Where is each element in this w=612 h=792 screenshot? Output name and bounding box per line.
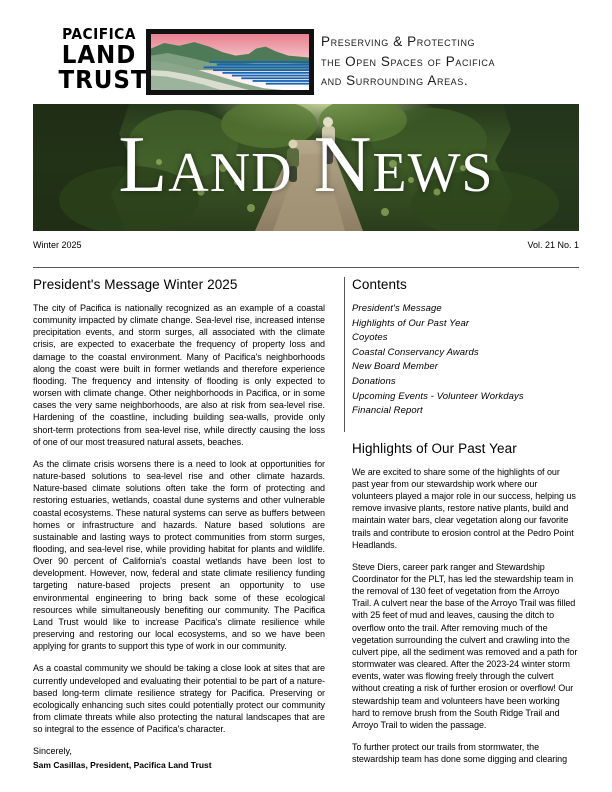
organization-tagline — [321, 32, 579, 91]
logo-text-trust: TRUST — [58, 65, 148, 94]
organization-logo-wordmark — [55, 25, 148, 94]
header-divider-rule — [33, 267, 579, 268]
contents-item[interactable]: Upcoming Events - Volunteer Workdays — [352, 390, 524, 402]
issue-date: Winter 2025 — [33, 240, 82, 250]
coastline-illustration — [151, 34, 309, 90]
masthead-banner — [33, 104, 579, 231]
tagline-line-3: and Surrounding Areas. — [321, 73, 469, 88]
tagline-line-2: the Open Spaces of Pacifica — [321, 53, 496, 69]
logo-text-pacifica: PACIFICA — [62, 25, 136, 43]
highlights-heading: Highlights of Our Past Year — [352, 440, 517, 456]
contents-item[interactable]: New Board Member — [352, 361, 439, 373]
tagline-line-1: Preserving & Protecting — [321, 34, 476, 49]
contents-list — [352, 302, 579, 419]
presidents-message-signature: Sam Casillas, President, Pacifica Land Trust — [33, 759, 212, 770]
highlights-paragraph: To further protect our trails from stormwater, the stewardship team has done some digging and clearing — [352, 742, 568, 765]
presidents-message-paragraph: The city of Pacifica is nationally recognized as an example of a coastal community impacted by climate change. Sea-level rise, increased intense precipitation events, and storm surges, all associated with the climate crisis, are expected to exacerbate the frequency of property loss and damage to the coastal environment. Many of Pacifica's neighborhoods along the coast were built in former wetlands and therefore experience flooding. The frequency and intensity of flooding is only expected to worsen with climate change. Other neighborhoods in Pacifica, or in some cases the very same neighborhoods, are also at risk from sea-level rise. Hardening of the coastline, including building sea-walls, provide only short-term protections from sea-level rise, while directly causing the loss of one of our most treasured natural assets, beaches. — [33, 303, 325, 447]
contents-item[interactable]: Highlights of Our Past Year — [352, 317, 470, 329]
highlights-paragraph: Steve Diers, career park ranger and Stewardship Coordinator for the PLT, has led the stewardship team in the removal of 130 feet of vegetation from the Arroyo Trail. A culvert near the base of the Arroyo Trail was filled with 25 feet of mud and leaves, causing the ditch to overflow onto the trail. After removing much of the vegetation surrounding the culvert and crawling into the culvert pipe, all the sediment was removed and a path for stormwater was cleared. After the 2023-24 winter storm events, water was flowing freely through the culvert without creating a risk of further erosion or overflow! Our stewardship team and volunteers have been working hard to remove brush from the South Ridge Trail and Arroyo Trail to widen the passage. — [352, 561, 578, 730]
presidents-message-heading: President's Message Winter 2025 — [33, 277, 238, 292]
contents-heading: Contents — [352, 277, 407, 292]
left-column — [33, 277, 325, 771]
issue-volume-number: Vol. 21 No. 1 — [527, 240, 579, 250]
logo-text-land: LAND — [61, 40, 137, 69]
coastline-logo-icon — [146, 29, 314, 95]
presidents-message-paragraph: As a coastal community we should be taking a close look at sites that are currently undeveloped and evaluating their potential to be part of a nature-based long-term climate resilience strategy for Pacifica. Preserving or ecologically enhancing such sites could potentially protect our community from climate threats while also protecting the natural landscapes that are so integral to the essence of Pacifica's character. — [33, 663, 325, 735]
contents-item[interactable]: Donations — [352, 375, 396, 387]
contents-item[interactable]: Coyotes — [352, 332, 388, 344]
highlights-article — [352, 441, 579, 766]
presidents-message-paragraph: As the climate crisis worsens there is a need to look at opportunities for nature-based solutions to sea-level rise and other climate hazards. Nature-based climate solutions often take the form of protecting and restoring estuaries, wetlands, coastal dune systems and other vulnerable coastal ecosystems. These natural systems can serve as buffers between homes or infrastructure and hazards. Nature based solutions are sustainable and lasting ways to protect communities from storm surges, flooding, and sea-level rise, while providing habitat for plants and wildlife. Over 90 percent of California's coastal wetlands have been lost to development. However, now, federal and state climate resiliency funding targeting nature-based projects present an opportunity to use environmental engineering to bring back some of these ecological resources while simultaneously benefiting our community. The Pacifica Land Trust would like to increase Pacifica's climate resilience while preserving and restoring our local ecosystems, and so we have been applying for grants to support this type of work in our community. — [33, 458, 325, 652]
contents-item[interactable]: Coastal Conservancy Awards — [352, 346, 479, 358]
masthead-title: Land News — [118, 120, 494, 209]
contents-item[interactable]: President's Message — [352, 303, 442, 314]
highlights-paragraph: We are excited to share some of the highlights of our past year from our stewardship work where our volunteers played a major role in our success, helping us remove invasive plants, restore native plants, build and maintain water bars, clear vegetation along our favorite trails and contribute to erosion control at the Pedro Point Headlands. — [352, 466, 576, 550]
contents-box — [352, 277, 579, 419]
contents-item[interactable]: Financial Report — [352, 405, 423, 417]
presidents-message-closing: Sincerely, — [33, 746, 72, 757]
right-column — [352, 277, 579, 765]
column-divider-rule — [344, 277, 345, 432]
newsletter-header — [33, 24, 579, 102]
